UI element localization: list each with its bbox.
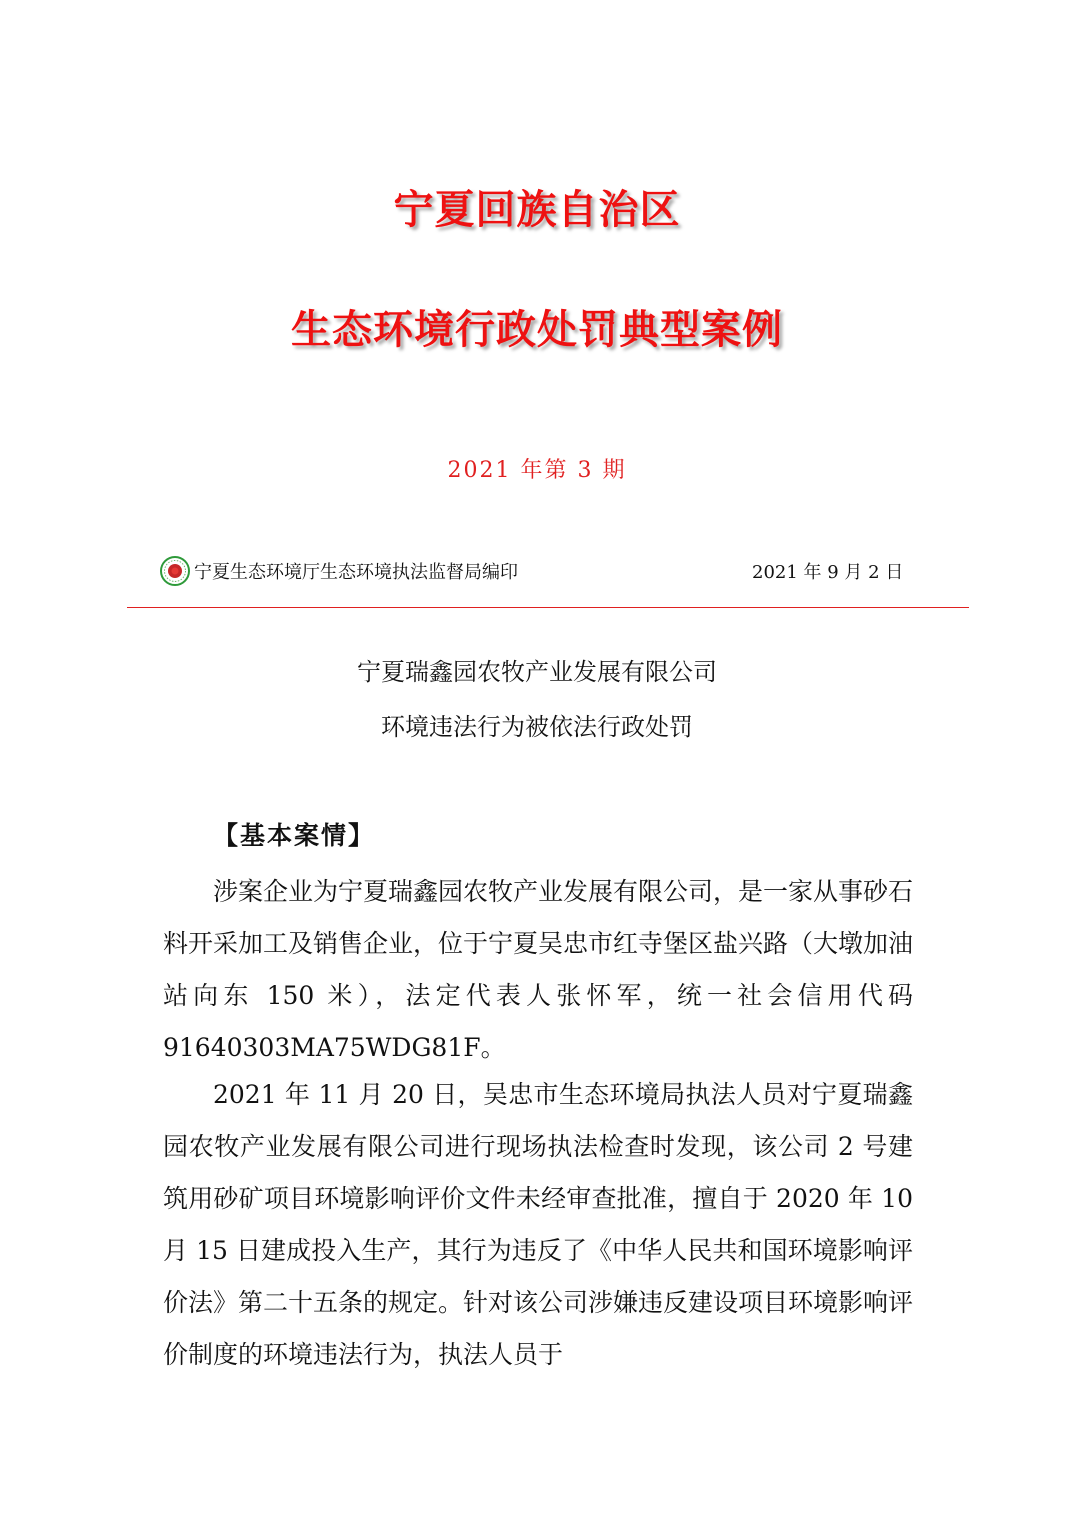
issue-number: 2021 年第 3 期	[447, 458, 627, 483]
section-heading: 【基本案情】	[213, 821, 376, 850]
case-title-line2: 环境违法行为被依法行政处罚	[381, 713, 693, 741]
publisher-line	[160, 556, 518, 586]
body-paragraph-2: 2021 年 11 月 20 日，吴忠市生态环境局执法人员对宁夏瑞鑫园农牧产业发展有限公司进行现场执法检查时发现，该公司 2 号建筑用砂矿项目环境影响评价文件未经审查批准，擅自于 2020 年 10 月 15 日建成投入生产，其行为违反了《中华人民共和国环境影响评价法》第二十五条的规定。针对该公司涉嫌违反建设项目环境影响评价制度的环境违法行为，执法人员于	[163, 1080, 914, 1369]
document-title-line2: 生态环境行政处罚典型案例	[291, 307, 783, 353]
document-title-line1: 宁夏回族自治区	[393, 187, 681, 233]
publisher-name: 宁夏生态环境厅生态环境执法监督局编印	[194, 562, 518, 583]
publish-date: 2021 年 9 月 2 日	[752, 562, 904, 583]
case-title-line1: 宁夏瑞鑫园农牧产业发展有限公司	[357, 658, 717, 686]
body-paragraph-1: 涉案企业为宁夏瑞鑫园农牧产业发展有限公司，是一家从事砂石料开采加工及销售企业，位于宁夏吴忠市红寺堡区盐兴路（大墩加油站向东 150 米），法定代表人张怀军，统一社会信用代码 91640303MA75WDG81F。	[163, 877, 914, 1062]
emblem-seal-icon	[160, 556, 190, 586]
header-divider	[127, 607, 969, 608]
